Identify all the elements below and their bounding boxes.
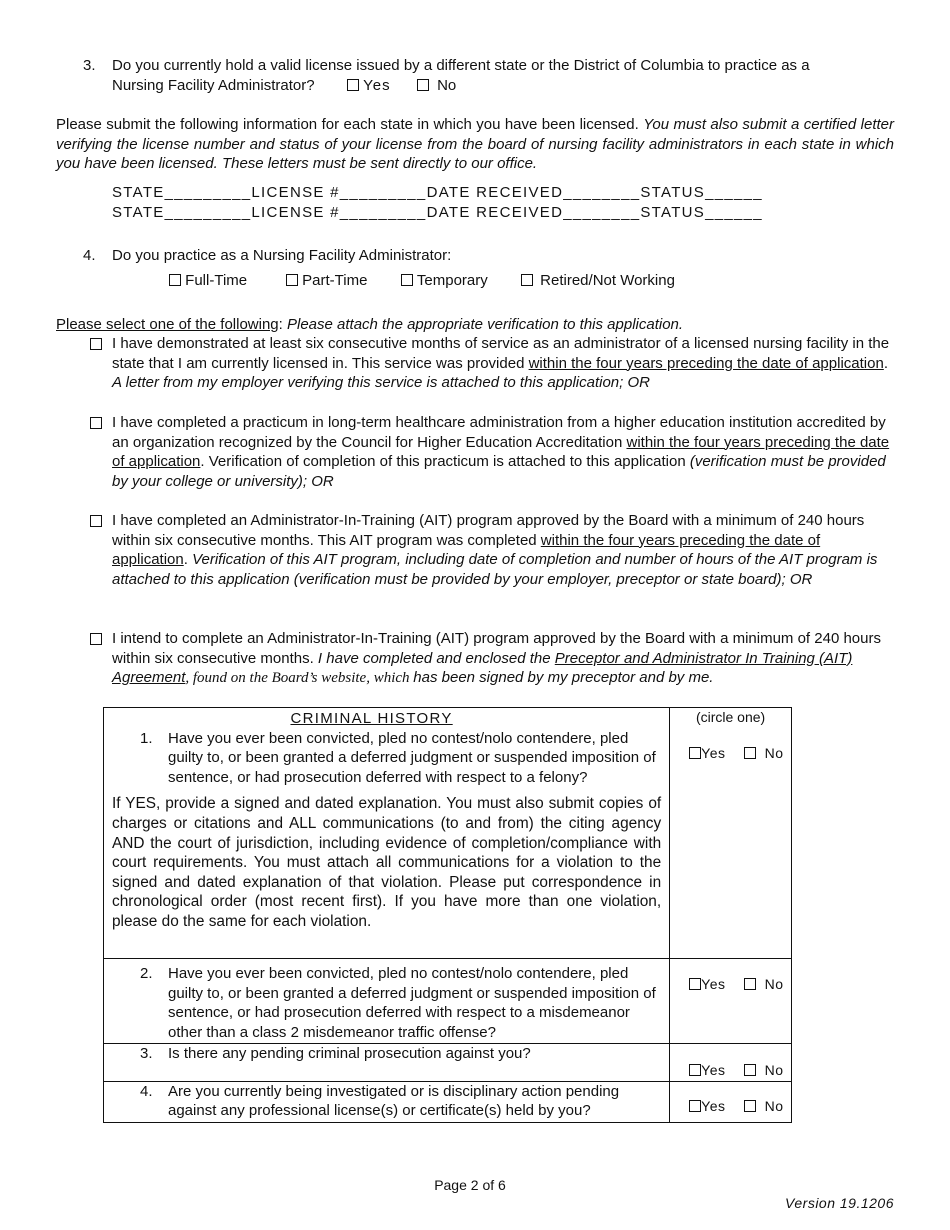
criminal-history-table (103, 707, 792, 1123)
criminal-q4-no-checkbox[interactable] (744, 1100, 756, 1112)
option-3-verification: Verification of this AIT program, including date of completion and number of hours of the AIT program is attached to this application (verification must be provided by your employer, preceptor or state board) (112, 551, 878, 588)
criminal-q1-number: 1. (140, 729, 153, 747)
option-3-timeframe: within the four years preceding the date of application (112, 531, 821, 569)
criminal-q1-no-checkbox[interactable] (744, 747, 756, 759)
retired-label: Retired/Not Working (540, 272, 675, 289)
criminal-q3-text: Is there any pending criminal prosecution against you? (168, 1045, 531, 1062)
option-temporary[interactable] (401, 271, 488, 291)
q3-no-checkbox[interactable] (417, 79, 429, 91)
criminal-q3-number: 3. (140, 1045, 153, 1062)
q3-no-label: No (437, 76, 457, 94)
criminal-answer-3-cell (670, 1044, 792, 1082)
submit-instructions-plain: Please submit the following information for each state in which you have been licensed. (56, 116, 639, 133)
criminal-q4-number: 4. (140, 1082, 153, 1100)
criminal-question-2-cell (104, 959, 670, 1044)
criminal-q4-no-label: No (764, 1097, 784, 1114)
criminal-q2-number: 2. (140, 965, 153, 982)
version-label: Version 19.1206 (785, 1195, 894, 1211)
page-number: Page 2 of 6 (434, 1177, 506, 1193)
question-3-number: 3. (83, 57, 96, 74)
criminal-answer-2-cell (670, 959, 792, 1044)
question-3 (83, 56, 883, 95)
part-time-checkbox[interactable] (286, 274, 298, 286)
select-heading-instruction: Please attach the appropriate verification to this application. (287, 316, 684, 333)
option-4-text (112, 629, 894, 689)
criminal-q4-yes-label: Yes (701, 1097, 726, 1114)
criminal-q2-yes-checkbox[interactable] (689, 978, 701, 990)
question-3-line2: Nursing Facility Administrator? (112, 76, 315, 94)
criminal-row-4 (104, 1081, 792, 1122)
option-1-text (112, 334, 894, 393)
option-4-part-a: I intend to complete an Administrator-In-Training (AIT) program approved by the Board with a minimum of 240 hours within six consecutive months. (112, 630, 881, 667)
circle-one-label: (circle one) (695, 709, 766, 725)
criminal-q4-yes-checkbox[interactable] (689, 1100, 701, 1112)
criminal-explanation: If YES, provide a signed and dated explanation. You must also submit copies of charges or citations and ALL communications (to and from) the citing agency AND the court of jurisdiction, including evidence of completion/compliance with court requirements. You must attach all communications for a violation to the signed and dated explanation of that violation. Please put correspondence in chronological order (most recent first). If you have more than one violation, please do the same for each violation. (112, 795, 662, 930)
option-retired[interactable] (521, 271, 675, 291)
criminal-q2-text: Have you ever been convicted, pled no contest/nolo contendere, pled guilty to, or been granted a deferred judgment or suspended imposition of sentence, or had prosecution deferred with respect to a misdemeanor other than a class 2 misdemeanor traffic offense? (168, 965, 656, 1041)
submit-instructions (56, 115, 894, 174)
question-4-text: Do you practice as a Nursing Facility Administrator: (112, 247, 452, 264)
criminal-history-title: CRIMINAL HISTORY (290, 710, 453, 727)
select-heading-label: Please select one of the following (56, 316, 279, 333)
option-4-agreement-link[interactable]: Preceptor and Administrator In Training (AIT) Agreement (112, 649, 853, 687)
option-3-part-c: . (183, 551, 193, 569)
criminal-q1-text: Have you ever been convicted, pled no contest/nolo contendere, pled guilty to, or been granted a deferred judgment or suspended imposition of sentence, or had prosecution deferred with respect to a felony? (168, 729, 656, 786)
full-time-checkbox[interactable] (169, 274, 181, 286)
option-2-part-c: . Verification of completion of this practicum is attached to this application (200, 453, 690, 471)
select-heading (56, 315, 896, 335)
option-4-checkbox[interactable] (90, 633, 102, 645)
criminal-q3-no-checkbox[interactable] (744, 1064, 756, 1076)
criminal-q1-yes-checkbox[interactable] (689, 747, 701, 759)
criminal-question-3-cell (104, 1044, 670, 1082)
criminal-answer-1-cell (670, 708, 792, 959)
question-3-line1: Do you currently hold a valid license issued by a different state or the District of Columbia to practice as a (112, 57, 810, 74)
criminal-q1-no-label: No (764, 744, 784, 761)
criminal-q2-no-label: No (764, 976, 784, 992)
criminal-row-2 (104, 959, 792, 1044)
option-2-text (112, 413, 894, 491)
criminal-question-4-cell (104, 1081, 670, 1122)
criminal-q1-yes-label: Yes (701, 744, 726, 761)
question-4-number: 4. (83, 247, 96, 264)
option-full-time[interactable] (169, 271, 247, 291)
option-1-or: ; OR (619, 374, 650, 392)
option-4-signed: has been signed by my preceptor and by me. (413, 669, 714, 687)
option-1-part-a: I have demonstrated at least six consecutive months of service as an administrator of a licensed nursing facility in the state that I am currently licensed in. This service was provided (112, 335, 890, 372)
option-4-website: , found on the Board’s website, which (185, 670, 414, 687)
q3-yes-label: Yes (363, 76, 391, 94)
submit-instructions-italic: You must also submit a certified letter verifying the license number and status of your license from the board of nursing facility administrators in each state in which you have been licensed. These letters must be sent directly to our office. (56, 116, 894, 173)
criminal-q2-no-checkbox[interactable] (744, 978, 756, 990)
question-4 (83, 246, 883, 266)
retired-checkbox[interactable] (521, 274, 533, 286)
criminal-row-1 (104, 708, 792, 959)
criminal-answer-4-cell (670, 1081, 792, 1122)
temporary-label: Temporary (416, 272, 488, 289)
criminal-q2-yes-label: Yes (701, 976, 726, 992)
state-license-row-1[interactable]: STATE_________LICENSE #_________DATE RECEIVED________STATUS______ (112, 184, 763, 201)
criminal-q3-yes-checkbox[interactable] (689, 1064, 701, 1076)
option-2-timeframe: within the four years preceding the date of application (112, 433, 890, 471)
option-1-timeframe: within the four years preceding the date of application (528, 354, 884, 372)
criminal-question-1-cell (104, 708, 670, 959)
full-time-label: Full-Time (185, 272, 248, 289)
temporary-checkbox[interactable] (401, 274, 413, 286)
option-2-verification: (verification must be provided by your college or university) (112, 453, 886, 490)
criminal-q3-no-label: No (764, 1062, 784, 1078)
option-2-checkbox[interactable] (90, 417, 102, 429)
option-2-or: ; OR (302, 472, 334, 490)
option-part-time[interactable] (286, 271, 367, 291)
option-1-part-c: . (883, 354, 888, 372)
option-3-part-a: I have completed an Administrator-In-Training (AIT) program approved by the Board with a minimum of 240 hours within six consecutive months. This AIT program was completed (112, 512, 865, 549)
option-3-or: ; OR (781, 570, 813, 588)
option-1-verification: A letter from my employer verifying this service is attached to this application (112, 374, 620, 392)
option-3-checkbox[interactable] (90, 515, 102, 527)
part-time-label: Part-Time (302, 272, 368, 289)
option-3-text (112, 511, 894, 589)
option-4-enclosed: I have completed and enclosed the (317, 649, 555, 667)
criminal-row-3 (104, 1044, 792, 1082)
criminal-q4-text: Are you currently being investigated or is disciplinary action pending against any professional license(s) or certificate(s) held by you? (168, 1082, 620, 1120)
state-license-row-2[interactable]: STATE_________LICENSE #_________DATE RECEIVED________STATUS______ (112, 204, 763, 221)
option-2-part-a: I have completed a practicum in long-term healthcare administration from a higher education institution accredited by an organization recognized by the Council for Higher Education Accreditation (112, 414, 886, 451)
q3-yes-checkbox[interactable] (347, 79, 359, 91)
option-1-checkbox[interactable] (90, 338, 102, 350)
select-heading-colon: : (278, 316, 283, 333)
criminal-q3-yes-label: Yes (701, 1062, 726, 1078)
